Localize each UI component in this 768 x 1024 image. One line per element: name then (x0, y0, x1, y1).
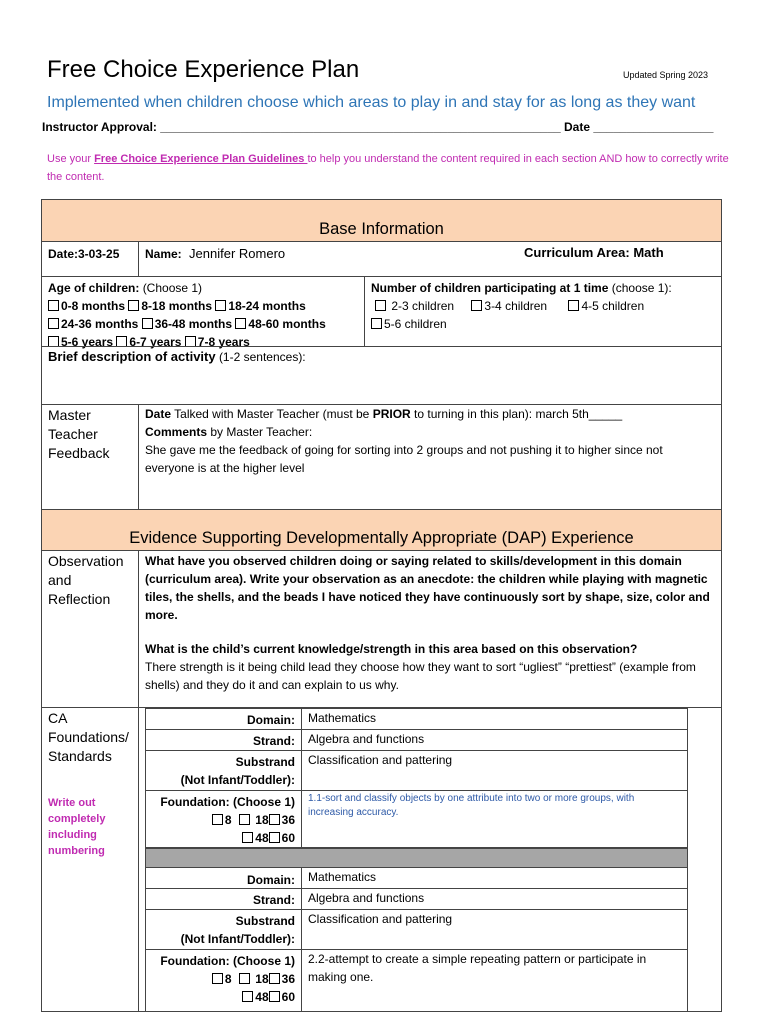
age-option: 8-18 months (141, 299, 213, 313)
name-label: Name: (145, 247, 182, 261)
page-subtitle: Implemented when children choose which areas to play in and stay for as long as they want (47, 94, 696, 111)
substrand-label-cell (145, 750, 302, 791)
foundation-option: 8 (224, 813, 232, 827)
checkbox[interactable] (269, 814, 280, 825)
domain-value-cell (301, 708, 688, 730)
mt-comments-text: by Master Teacher: (210, 425, 313, 439)
substrand-note: (Not Infant/Toddler): (180, 773, 295, 787)
domain-label-cell (145, 708, 302, 730)
dap-heading: Evidence Supporting Developmentally Appropriate (DAP) Experience (129, 529, 634, 547)
instructor-approval-line: Instructor Approval: ____________________________________________________________ Date __________________ (42, 120, 714, 134)
age-option: 18-24 months (228, 299, 306, 313)
foundation-label-cell (145, 790, 302, 848)
checkbox[interactable] (48, 318, 59, 329)
checkbox[interactable] (242, 832, 253, 843)
strand-label-cell (145, 888, 302, 910)
ca-note: Write out completely including numbering (48, 797, 106, 857)
substrand-label: Substrand (235, 914, 295, 928)
mt-prior: PRIOR (372, 407, 411, 421)
checkbox[interactable] (242, 991, 253, 1002)
checkbox[interactable] (568, 300, 579, 311)
substrand-value-cell (301, 909, 688, 950)
checkbox[interactable] (269, 991, 280, 1002)
checkbox[interactable] (239, 814, 250, 825)
page-title: Free Choice Experience Plan (47, 56, 360, 83)
brief-description-suffix: (1-2 sentences): (218, 350, 306, 364)
foundation-option: 60 (281, 831, 295, 845)
age-options-row-2 (48, 315, 358, 333)
foundation-option: 8 (224, 972, 232, 986)
checkbox[interactable] (269, 973, 280, 984)
foundation-option: 48 (255, 990, 269, 1004)
strand-label: Strand: (253, 734, 295, 748)
mt-feedback-text: She gave me the feedback of going for sorting into 2 groups and not pushing it to higher since not everyone is at the higher level (145, 443, 663, 475)
updated-note: Updated Spring 2023 (623, 70, 709, 80)
num-option: 4-5 children (581, 299, 645, 313)
observation-question-1: What have you observed children doing or saying related to skills/development in this domain (curriculum area). Write your observation as an anecdote: the children while playing with magnetic tiles, the shells, and the beads I have noticed they have continuously sort by shape, size, color and more. (145, 554, 710, 622)
strand-value-cell (301, 729, 688, 751)
guidelines-link[interactable]: Free Choice Experience Plan Guidelines (94, 153, 308, 165)
date-cell (41, 241, 139, 277)
checkbox[interactable] (235, 318, 246, 329)
master-teacher-label-cell (41, 404, 139, 510)
foundation-option: 18 (255, 972, 269, 986)
foundation-value-cell (301, 949, 688, 1012)
mt-date-label: Date (145, 407, 172, 421)
domain-label-cell (145, 867, 302, 889)
mt-comments-label: Comments (145, 425, 208, 439)
strand-value: Algebra and functions (308, 732, 425, 746)
domain-label: Domain: (247, 713, 295, 727)
checkbox[interactable] (212, 814, 223, 825)
guide-pre: Use your (47, 153, 95, 165)
checkbox[interactable] (269, 832, 280, 843)
domain-label: Domain: (247, 873, 295, 887)
age-label: Age of children: (48, 281, 140, 295)
domain-value-cell (301, 867, 688, 889)
num-option: 3-4 children (484, 299, 548, 313)
dap-header (41, 509, 722, 551)
name-value: Jennifer Romero (189, 246, 286, 261)
date-value: Date:3-03-25 (48, 247, 120, 261)
brief-description-cell (41, 346, 722, 405)
observation-question-2: What is the child’s current knowledge/strength in this area based on this observation? (145, 642, 638, 656)
num-options-row-2 (371, 315, 715, 333)
age-option: 6-7 years (129, 335, 182, 349)
base-info-heading: Base Information (319, 220, 444, 238)
foundation-label: Foundation: (Choose 1) (160, 795, 295, 809)
age-option: 24-36 months (61, 317, 139, 331)
foundation-options-row-1 (152, 811, 295, 829)
num-children-choose: (choose 1): (611, 281, 672, 295)
foundation-value-cell (301, 790, 688, 848)
strand-label-cell (145, 729, 302, 751)
checkbox[interactable] (371, 318, 382, 329)
mt-date-text-2: to turning in this plan): march 5th_____ (414, 407, 623, 421)
domain-value: Mathematics (308, 711, 377, 725)
checkbox[interactable] (48, 300, 59, 311)
foundation-option: 36 (281, 813, 295, 827)
separator-bar (145, 848, 688, 868)
ca-foundations-label: CA Foundations/ Standards (48, 710, 129, 764)
checkbox[interactable] (212, 973, 223, 984)
ca-label-cell (41, 707, 139, 1012)
guide-post: to help you understand the content required in each section AND how to correctly write the content. (47, 153, 729, 183)
foundation-option: 36 (281, 972, 295, 986)
substrand-label: Substrand (235, 755, 295, 769)
foundation-options-row-2 (152, 829, 295, 847)
age-cell (41, 276, 365, 347)
foundation-label-cell (145, 949, 302, 1012)
master-teacher-label: Master Teacher Feedback (48, 407, 110, 461)
num-option: 2-3 children (391, 299, 455, 313)
checkbox[interactable] (215, 300, 226, 311)
substrand-value: Classification and pattering (308, 912, 453, 926)
guidelines-note (47, 150, 737, 186)
domain-value: Mathematics (308, 870, 377, 884)
observation-label-cell (41, 550, 139, 708)
checkbox[interactable] (239, 973, 250, 984)
substrand-label-cell (145, 909, 302, 950)
num-option: 5-6 children (384, 317, 447, 331)
foundation-option: 48 (255, 831, 269, 845)
age-option: 5-6 years (61, 335, 114, 349)
checkbox[interactable] (128, 300, 139, 311)
foundation-option: 18 (255, 813, 269, 827)
foundation-option: 60 (281, 990, 295, 1004)
age-choose: (Choose 1) (142, 281, 203, 295)
observation-answer-2: There strength is it being child lead they choose how they want to sort “ugliest” “prettiest” (example from shells) and they do it and can explain to us why. (145, 660, 696, 692)
curriculum-area: Curriculum Area: Math (524, 245, 664, 260)
base-info-header (41, 199, 722, 242)
foundation-value: 1.1-sort and classify objects by one attribute into two or more groups, with increasing accuracy. (308, 793, 635, 818)
age-option: 7-8 years (197, 335, 250, 349)
foundation-options-row-2 (152, 988, 295, 1006)
strand-label: Strand: (253, 893, 295, 907)
num-children-cell (364, 276, 722, 347)
substrand-note: (Not Infant/Toddler): (180, 932, 295, 946)
observation-label: Observation and Reflection (48, 553, 124, 607)
strand-value: Algebra and functions (308, 891, 425, 905)
strand-value-cell (301, 888, 688, 910)
age-option: 0-8 months (61, 299, 126, 313)
foundation-options-row-1 (152, 970, 295, 988)
name-cell (138, 241, 722, 277)
checkbox[interactable] (375, 300, 386, 311)
checkbox[interactable] (142, 318, 153, 329)
age-option: 48-60 months (248, 317, 326, 331)
num-options-row-1 (371, 297, 715, 315)
foundation-label: Foundation: (Choose 1) (160, 954, 295, 968)
brief-description-label: Brief description of activity (48, 349, 216, 364)
checkbox[interactable] (471, 300, 482, 311)
age-option: 36-48 months (154, 317, 233, 331)
foundation-value: 2.2-attempt to create a simple repeating pattern or participate in making one. (308, 952, 647, 984)
num-children-label: Number of children participating at 1 time (371, 281, 609, 295)
observation-content-cell (138, 550, 722, 708)
mt-date-text: Talked with Master Teacher (must be (174, 407, 370, 421)
age-options-row-1 (48, 297, 358, 315)
substrand-value: Classification and pattering (308, 753, 453, 767)
master-teacher-content-cell (138, 404, 722, 510)
substrand-value-cell (301, 750, 688, 791)
